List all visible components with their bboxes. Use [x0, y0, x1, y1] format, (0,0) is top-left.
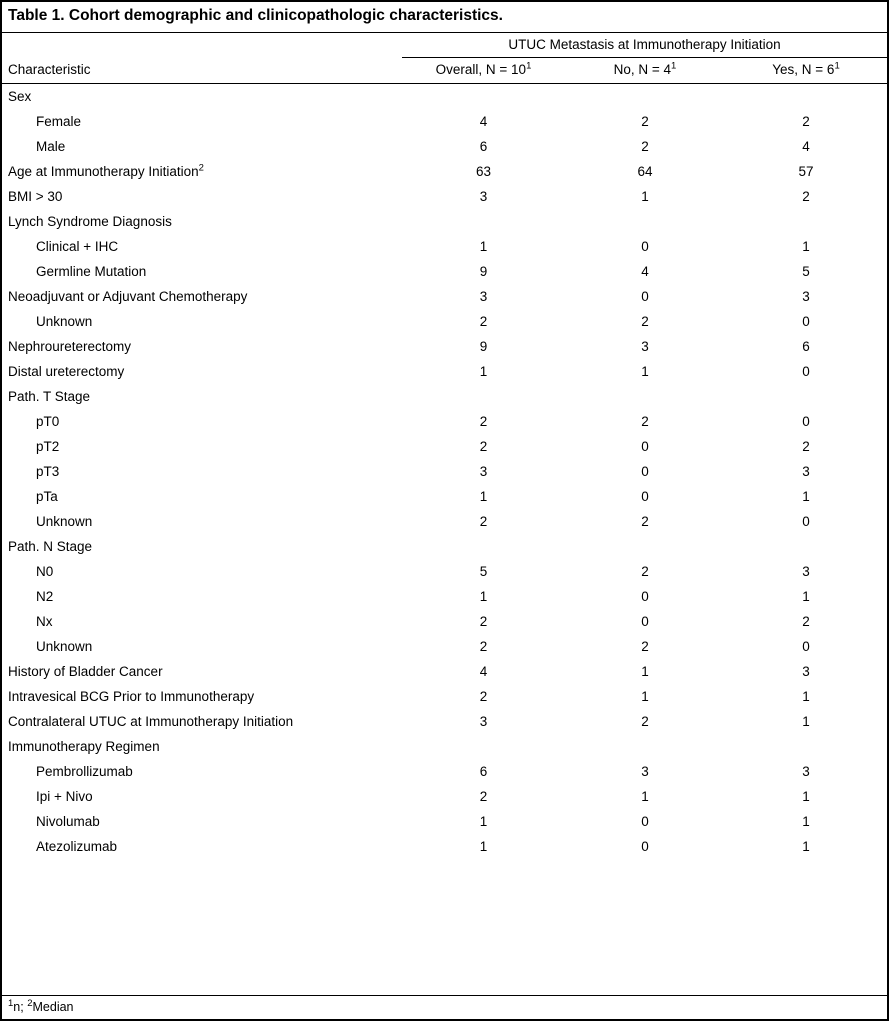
row-value-no: 2 [641, 313, 649, 329]
row-label [2, 759, 402, 784]
column-header-overall [402, 57, 565, 83]
row-value-no: 0 [641, 613, 649, 629]
row-value-overall: 2 [479, 438, 488, 454]
row-value-no: 1 [641, 188, 649, 204]
row-value-no: 0 [641, 438, 649, 454]
column-header-yes-label: Yes, N = 6 [772, 61, 835, 77]
row-label [2, 609, 402, 634]
column-header-no-label: No, N = 4 [613, 61, 672, 77]
row-value-yes [725, 384, 887, 409]
row-label-text: Clinical + IHC [36, 238, 119, 254]
table-title: Table 1. Cohort demographic and clinicopathologic characteristics. [2, 2, 887, 33]
row-value-no: 1 [641, 663, 649, 679]
row-value-no [565, 734, 725, 759]
row-label [2, 384, 402, 409]
row-label-text: Neoadjuvant or Adjuvant Chemotherapy [8, 288, 248, 304]
row-value-yes: 0 [802, 363, 810, 379]
row-value-yes: 1 [802, 688, 810, 704]
row-label [2, 209, 402, 234]
row-label [2, 484, 402, 509]
row-label-text: Contralateral UTUC at Immunotherapy Initiation [8, 713, 294, 729]
table-row [2, 534, 887, 559]
footnote-text-2: Median [32, 1000, 74, 1014]
row-value-yes: 3 [802, 563, 810, 579]
characteristics-table [2, 33, 887, 859]
row-value-overall: 1 [479, 363, 488, 379]
table-row [2, 284, 887, 309]
row-label [2, 809, 402, 834]
row-value-yes: 3 [802, 663, 810, 679]
row-value-yes: 1 [802, 788, 810, 804]
row-label-text: Germline Mutation [36, 263, 147, 279]
row-label [2, 109, 402, 134]
row-label [2, 559, 402, 584]
row-value-overall: 1 [479, 488, 488, 504]
row-value-overall: 2 [479, 788, 488, 804]
table-row [2, 584, 887, 609]
row-label [2, 359, 402, 384]
row-value-no: 1 [641, 688, 649, 704]
row-value-overall: 2 [479, 513, 488, 529]
footnote-text-1: n; [13, 1000, 28, 1014]
row-label-text: BMI > 30 [8, 188, 63, 204]
table-row [2, 834, 887, 859]
row-label-text: Age at Immunotherapy Initiation [8, 163, 199, 179]
row-value-overall: 2 [479, 613, 488, 629]
row-value-no [565, 534, 725, 559]
column-header-no [565, 57, 725, 83]
row-label [2, 134, 402, 159]
row-label [2, 734, 402, 759]
table-row [2, 409, 887, 434]
row-label-text: Sex [8, 88, 32, 104]
row-value-yes [725, 534, 887, 559]
row-label [2, 409, 402, 434]
row-value-no: 2 [641, 638, 649, 654]
row-value-overall: 2 [479, 313, 488, 329]
row-label [2, 509, 402, 534]
row-value-overall [402, 209, 565, 234]
group-header-blank [2, 33, 402, 58]
row-value-overall [402, 734, 565, 759]
row-value-overall: 2 [479, 688, 488, 704]
row-value-overall: 1 [479, 838, 488, 854]
footnote-marker-1: 1 [8, 997, 14, 1009]
table-body [2, 33, 887, 859]
row-value-no: 0 [641, 488, 649, 504]
row-value-overall [402, 534, 565, 559]
row-label [2, 159, 402, 184]
row-value-no: 3 [641, 338, 649, 354]
row-value-overall: 1 [479, 813, 488, 829]
row-label-text: Path. N Stage [8, 538, 93, 554]
table-row [2, 459, 887, 484]
row-value-overall: 3 [479, 288, 488, 304]
row-value-no [565, 384, 725, 409]
row-value-overall: 9 [479, 338, 488, 354]
row-value-yes: 3 [802, 463, 810, 479]
row-value-yes: 0 [802, 413, 810, 429]
table-row [2, 259, 887, 284]
column-header-row [2, 57, 887, 83]
row-value-no: 0 [641, 588, 649, 604]
table-row [2, 434, 887, 459]
row-label-text: N2 [36, 588, 54, 604]
row-label-text: Ipi + Nivo [36, 788, 93, 804]
bottom-spacer [2, 859, 887, 889]
row-label [2, 834, 402, 859]
table-row [2, 209, 887, 234]
table-row [2, 234, 887, 259]
row-value-yes: 2 [802, 438, 810, 454]
table-row [2, 709, 887, 734]
row-label-text: pT2 [36, 438, 60, 454]
row-value-no: 2 [641, 138, 649, 154]
row-label [2, 534, 402, 559]
row-label-text: Female [36, 113, 82, 129]
table-row [2, 309, 887, 334]
row-value-no: 2 [641, 413, 649, 429]
group-header-row [2, 33, 887, 58]
row-label [2, 334, 402, 359]
row-value-yes: 1 [802, 488, 810, 504]
row-value-yes: 2 [802, 613, 810, 629]
row-value-yes: 3 [802, 763, 810, 779]
row-value-no: 2 [641, 113, 649, 129]
table-row [2, 359, 887, 384]
row-value-overall: 3 [479, 463, 488, 479]
row-value-overall: 3 [479, 713, 488, 729]
row-label-text: Male [36, 138, 66, 154]
row-value-yes: 5 [802, 263, 810, 279]
row-label-text: Unknown [36, 313, 93, 329]
row-value-overall: 3 [479, 188, 488, 204]
row-label-text: Lynch Syndrome Diagnosis [8, 213, 172, 229]
row-value-yes: 0 [802, 313, 810, 329]
row-label-text: Immunotherapy Regimen [8, 738, 160, 754]
row-value-overall: 2 [479, 413, 488, 429]
row-label-text: Unknown [36, 638, 93, 654]
group-header-label: UTUC Metastasis at Immunotherapy Initiation [402, 33, 887, 58]
row-value-yes: 1 [802, 713, 810, 729]
row-value-overall [402, 83, 565, 109]
footnote-marker-2: 2 [27, 997, 33, 1009]
row-value-overall: 2 [479, 638, 488, 654]
row-value-no: 4 [641, 263, 649, 279]
row-label [2, 684, 402, 709]
row-value-no: 2 [641, 563, 649, 579]
row-value-no: 0 [641, 238, 649, 254]
row-label-text: Nx [36, 613, 53, 629]
row-value-yes: 1 [802, 238, 810, 254]
table-row [2, 484, 887, 509]
row-label [2, 184, 402, 209]
row-label [2, 309, 402, 334]
row-value-yes: 3 [802, 288, 810, 304]
column-header-yes-footnote-marker: 1 [834, 60, 840, 72]
row-value-overall: 4 [479, 113, 488, 129]
table-row [2, 109, 887, 134]
row-value-yes: 6 [802, 338, 810, 354]
table-footnote [2, 995, 887, 1019]
row-label [2, 659, 402, 684]
table-row [2, 609, 887, 634]
row-value-overall [402, 384, 565, 409]
table-row [2, 734, 887, 759]
row-value-yes [725, 83, 887, 109]
row-value-yes: 57 [798, 163, 814, 179]
row-value-yes: 0 [802, 513, 810, 529]
row-label-text: Unknown [36, 513, 93, 529]
row-label [2, 434, 402, 459]
row-label-text: Nivolumab [36, 813, 100, 829]
row-label-text: pTa [36, 488, 58, 504]
row-label [2, 259, 402, 284]
row-value-no: 3 [641, 763, 649, 779]
column-header-overall-label: Overall, N = 10 [435, 61, 527, 77]
row-label [2, 284, 402, 309]
table-row [2, 509, 887, 534]
row-label [2, 634, 402, 659]
row-label [2, 709, 402, 734]
row-value-yes: 1 [802, 588, 810, 604]
table-row [2, 559, 887, 584]
table-row [2, 634, 887, 659]
table-row [2, 684, 887, 709]
row-value-yes [725, 734, 887, 759]
row-value-no: 0 [641, 813, 649, 829]
row-value-overall: 1 [479, 588, 488, 604]
row-label [2, 83, 402, 109]
row-value-yes: 2 [802, 113, 810, 129]
row-value-no: 0 [641, 838, 649, 854]
row-value-no [565, 83, 725, 109]
row-value-overall: 9 [479, 263, 488, 279]
row-label-text: pT3 [36, 463, 60, 479]
row-label-text: Path. T Stage [8, 388, 91, 404]
table-row [2, 659, 887, 684]
table-row [2, 809, 887, 834]
row-value-overall: 1 [479, 238, 488, 254]
row-value-yes: 1 [802, 838, 810, 854]
table-row [2, 134, 887, 159]
row-label-text: History of Bladder Cancer [8, 663, 163, 679]
row-value-overall: 5 [479, 563, 488, 579]
row-value-yes: 2 [802, 188, 810, 204]
row-value-yes [725, 209, 887, 234]
column-header-overall-footnote-marker: 1 [526, 60, 532, 72]
column-header-characteristic: Characteristic [2, 57, 402, 83]
row-value-yes: 0 [802, 638, 810, 654]
row-value-no: 0 [641, 463, 649, 479]
row-value-no: 64 [637, 163, 653, 179]
column-header-no-footnote-marker: 1 [671, 60, 677, 72]
table-row [2, 184, 887, 209]
row-value-yes: 4 [802, 138, 810, 154]
row-label [2, 459, 402, 484]
row-label-text: Nephroureterectomy [8, 338, 132, 354]
table-row [2, 784, 887, 809]
row-footnote-marker: 2 [198, 162, 204, 174]
row-value-overall: 4 [479, 663, 488, 679]
row-value-yes: 1 [802, 813, 810, 829]
row-value-overall: 63 [475, 163, 492, 179]
table-row [2, 384, 887, 409]
row-label-text: Intravesical BCG Prior to Immunotherapy [8, 688, 255, 704]
row-value-overall: 6 [479, 138, 488, 154]
row-label-text: Distal ureterectomy [8, 363, 125, 379]
row-label [2, 234, 402, 259]
row-value-no [565, 209, 725, 234]
row-value-no: 2 [641, 513, 649, 529]
table-row [2, 759, 887, 784]
row-value-overall: 6 [479, 763, 488, 779]
table-row [2, 334, 887, 359]
row-value-no: 1 [641, 788, 649, 804]
table-row [2, 83, 887, 109]
table-row [2, 159, 887, 184]
row-label-text: Pembrollizumab [36, 763, 133, 779]
row-label [2, 584, 402, 609]
row-label-text: Atezolizumab [36, 838, 118, 854]
row-label-text: N0 [36, 563, 54, 579]
row-value-no: 0 [641, 288, 649, 304]
row-value-no: 1 [641, 363, 649, 379]
column-header-yes [725, 57, 887, 83]
row-label [2, 784, 402, 809]
row-value-no: 2 [641, 713, 649, 729]
row-label-text: pT0 [36, 413, 60, 429]
